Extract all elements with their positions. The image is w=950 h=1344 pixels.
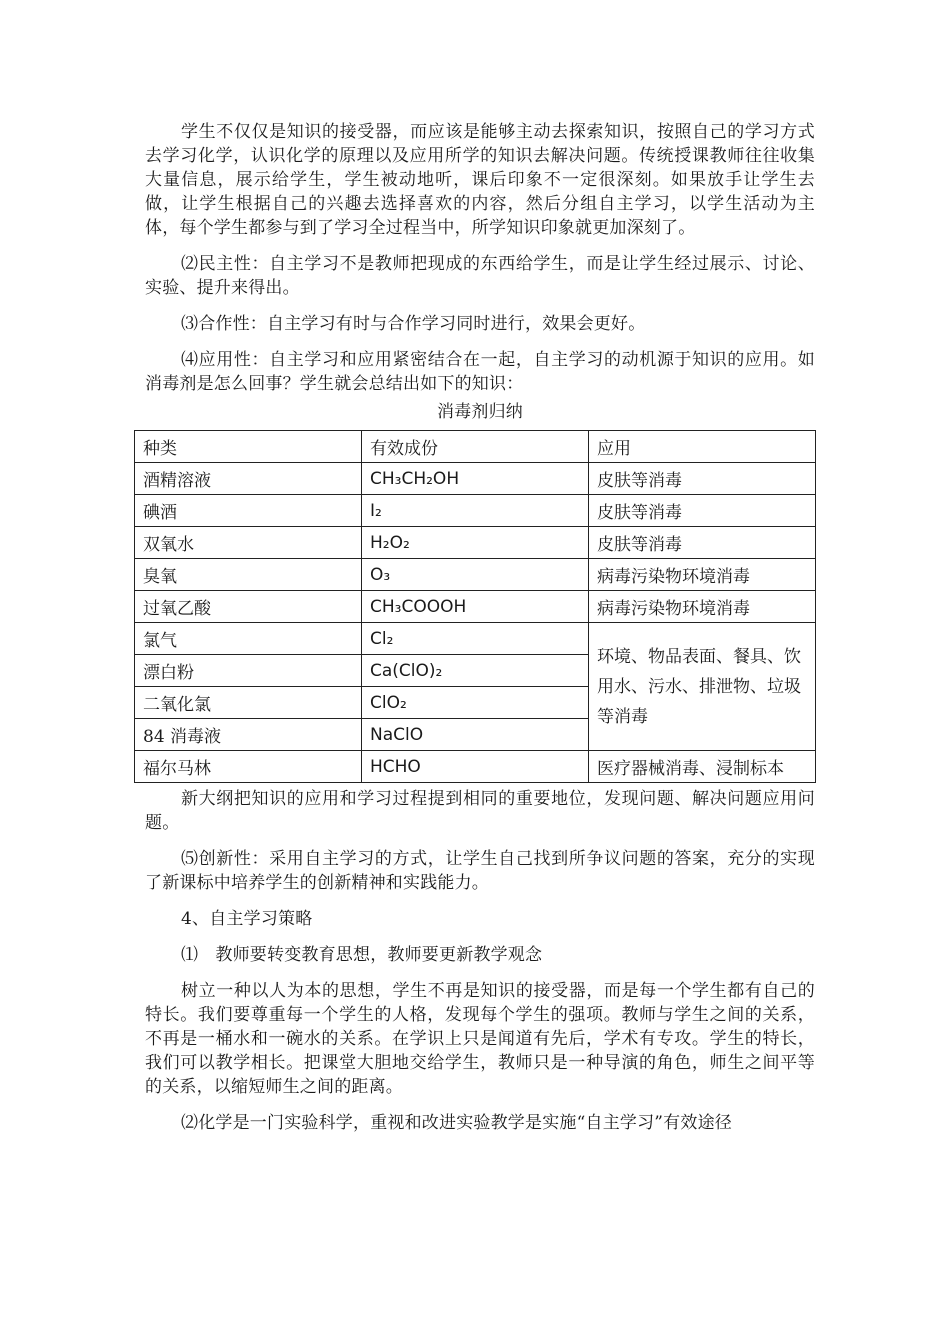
paragraph-innovation: ⑸创新性：采用自主学习的方式，让学生自己找到所争议问题的答案，充分的实现了新课标中培养学生的创新精神和实践能力。 [145,849,815,893]
paragraph-intro: 学生不仅仅是知识的接受器，而应该是能够主动去探索知识，按照自己的学习方式去学习化学，认识化学的原理以及应用所学的知识去解决问题。传统授课教师往往收集大量信息，展示给学生，学生被动地听，课后印象不一定很深刻。如果放手让学生去做，让学生根据自己的兴趣去选择喜欢的内容，然后分组自主学习，以学生活动为主体，每个学生都参与到了学习全过程当中，所学知识印象就更加深刻了。 [145,122,815,238]
cell-name: 臭氧 [135,559,362,591]
cell-formula: Ca(ClO)₂ [362,655,589,687]
cell-formula: O₃ [362,559,589,591]
table-row [135,463,816,495]
cell-formula: HCHO [362,751,589,783]
cell-name: 84 消毒液 [135,719,362,751]
table-row [135,751,816,783]
cell-name: 氯气 [135,623,362,655]
cell-formula: ClO₂ [362,687,589,719]
cell-name: 酒精溶液 [135,463,362,495]
table-row [135,527,816,559]
cell-use-merged: 环境、物品表面、餐具、饮用水、污水、排泄物、垃圾等消毒 [589,623,816,751]
table-row [135,623,816,655]
header-use: 应用 [589,431,816,463]
cell-name: 漂白粉 [135,655,362,687]
table-row [135,559,816,591]
cell-use: 皮肤等消毒 [589,463,816,495]
paragraph-experiment: ⑵化学是一门实验科学，重视和改进实验教学是实施“自主学习”有效途径 [181,1113,732,1133]
table-header-row [135,431,816,463]
cell-name: 二氧化氯 [135,687,362,719]
document-page [145,120,815,1147]
cell-formula: CH₃CH₂OH [362,463,589,495]
table-caption: 消毒剂归纳 [437,402,523,422]
cell-formula: Cl₂ [362,623,589,655]
cell-use: 皮肤等消毒 [589,527,816,559]
cell-formula: I₂ [362,495,589,527]
paragraph-cooperation: ⑶合作性：自主学习有时与合作学习同时进行，效果会更好。 [181,314,646,334]
cell-formula: NaClO [362,719,589,751]
header-ingredient: 有效成份 [362,431,589,463]
paragraph-people-oriented: 树立一种以人为本的思想，学生不再是知识的接受器，而是每一个学生都有自己的特长。我们要尊重每一个学生的人格，发现每个学生的强项。教师与学生之间的关系，不再是一桶水和一碗水的关系。在学识上只是闻道有先后，学术有专攻。学生的特长，我们可以教学相长。把课堂大胆地交给学生，教师只是一种导演的角色，师生之间平等的关系，以缩短师生之间的距离。 [145,981,815,1097]
subheading-teacher: ⑴ 教师要转变教育思想，教师要更新教学观念 [181,945,543,965]
cell-formula: H₂O₂ [362,527,589,559]
paragraph-application: ⑷应用性：自主学习和应用紧密结合在一起，自主学习的动机源于知识的应用。如消毒剂是怎么回事？学生就会总结出如下的知识： [145,350,815,394]
cell-name: 福尔马林 [135,751,362,783]
cell-name: 双氧水 [135,527,362,559]
cell-formula: CH₃COOOH [362,591,589,623]
cell-use: 病毒污染物环境消毒 [589,591,816,623]
table-row [135,495,816,527]
cell-name: 碘酒 [135,495,362,527]
disinfectant-table [134,430,816,783]
paragraph-syllabus: 新大纲把知识的应用和学习过程提到相同的重要地位，发现问题、解决问题应用问题。 [145,789,815,833]
cell-name: 过氧乙酸 [135,591,362,623]
cell-use: 医疗器械消毒、浸制标本 [589,751,816,783]
cell-use: 皮肤等消毒 [589,495,816,527]
paragraph-democracy: ⑵民主性：自主学习不是教师把现成的东西给学生，而是让学生经过展示、讨论、实验、提升来得出。 [145,254,815,298]
section-heading-strategy: 4、自主学习策略 [181,909,313,929]
header-type: 种类 [135,431,362,463]
table-row [135,591,816,623]
cell-use: 病毒污染物环境消毒 [589,559,816,591]
